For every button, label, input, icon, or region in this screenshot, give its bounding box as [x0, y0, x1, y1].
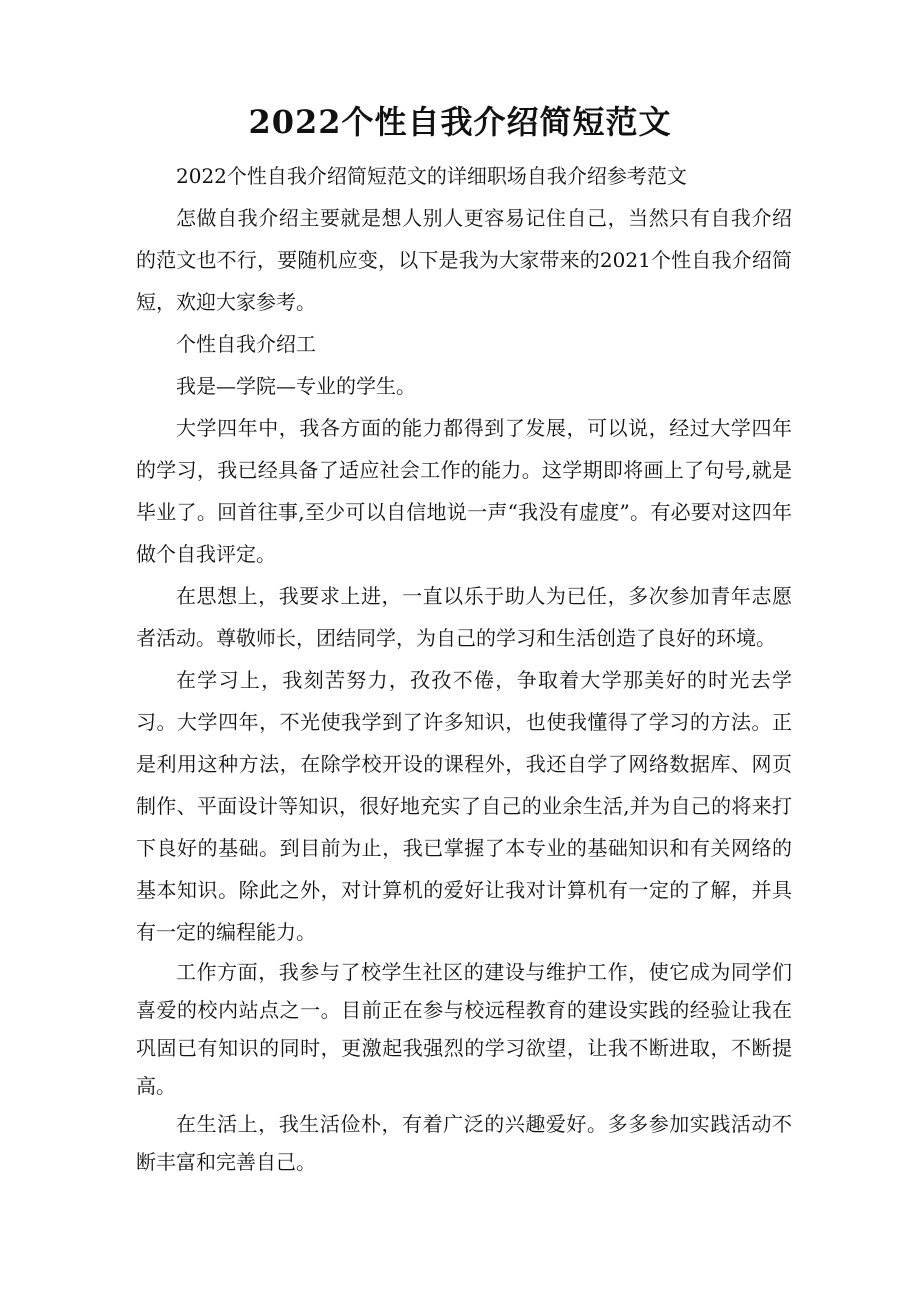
paragraph-intro: 怎做自我介绍主要就是想人别人更容易记住自己，当然只有自我介绍的范文也不行，要随机应变，以下是我为大家带来的2021个性自我介绍简短，欢迎大家参考。 — [136, 206, 792, 314]
paragraph-subtitle: 2022个性自我介绍简短范文的详细职场自我介绍参考范文 — [176, 164, 687, 188]
paragraph-identity: 我是—学院—专业的学生。 — [176, 374, 416, 398]
document-body — [136, 155, 792, 1181]
paragraph-study: 在学习上，我刻苦努力，孜孜不倦，争取着大学那美好的时光去学习。大学四年，不光使我学到了许多知识，也使我懂得了学习的方法。正是利用这种方法，在除学校开设的课程外，我还自学了网络数据库、网页制作、平面设计等知识，很好地充实了自己的业余生活,并为自己的将来打下良好的基础。到目前为止，我已掌握了本专业的基础知识和有关网络的基本知识。除此之外，对计算机的爱好让我对计算机有一定的了解，并具有一定的编程能力。 — [136, 668, 792, 944]
paragraph-heading: 个性自我介绍工 — [176, 332, 316, 356]
paragraph-work: 工作方面，我参与了校学生社区的建设与维护工作，使它成为同学们喜爱的校内站点之一。目前正在参与校远程教育的建设实践的经验让我在巩固已有知识的同时，更激起我强烈的学习欲望，让我不断进取，不断提高。 — [136, 960, 792, 1098]
document-title: 2022个性自我介绍简短范文 — [248, 103, 672, 141]
paragraph-thought: 在思想上，我要求上进，一直以乐于助人为已任，多次参加青年志愿者活动。尊敬师长，团结同学，为自己的学习和生活创造了良好的环境。 — [136, 584, 792, 650]
paragraph-life: 在生活上，我生活俭朴，有着广泛的兴趣爱好。多多参加实践活动不断丰富和完善自己。 — [136, 1112, 792, 1174]
paragraph-university: 大学四年中，我各方面的能力都得到了发展，可以说，经过大学四年的学习，我已经具备了适应社会工作的能力。这学期即将画上了句号,就是毕业了。回首往事,至少可以自信地说一声“我没有虚度”。有必要对这四年做个自我评定。 — [136, 416, 792, 566]
